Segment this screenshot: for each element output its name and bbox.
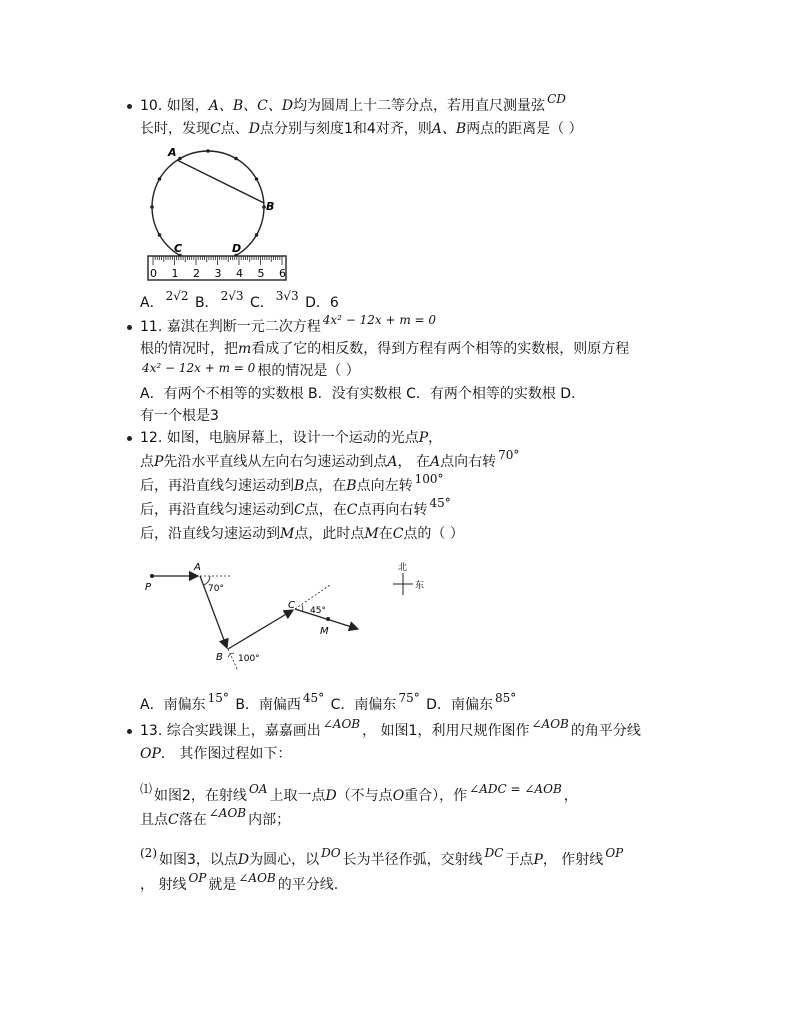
label-b: B (216, 652, 223, 663)
label-c: C (174, 242, 183, 255)
q12-path-figure (140, 555, 440, 675)
q12-options: A．南偏东 15° B．南偏西 45° C．南偏东 75° D．南偏东 85° (140, 691, 517, 713)
point-m (326, 617, 330, 621)
ruler-tick-label: 2 (193, 267, 200, 280)
list-bullet (127, 729, 132, 734)
circle (152, 151, 264, 263)
list-bullet (127, 325, 132, 330)
label-angle-a: 70° (208, 584, 224, 594)
q13-line1: 13. 综合实践课上，嘉嘉画出 ∠AOB ， 如图1，利用尺规作图作 ∠AOB 的角平分线 (140, 717, 641, 739)
q11-line3: 4x² − 12x + m = 0 根的情况是（ ） (142, 361, 360, 379)
division-points (150, 149, 266, 265)
q11-line4: A．有两个不相等的实数根 B．没有实数根 C．有两个相等的实数根 D． (140, 386, 586, 402)
q10-line2: 长时，发现C点、D点分别与刻度1和4对齐，则A、B两点的距离是（ ） (140, 121, 583, 137)
label-east: 东 (415, 581, 425, 591)
q11-line5: 有一个根是3 (140, 408, 219, 424)
list-bullet (127, 104, 132, 109)
q12-line4: 后，再沿直线匀速运动到C点，在C点再向右转 45° (140, 496, 451, 518)
compass-icon (393, 561, 424, 595)
label-d: D (232, 242, 242, 255)
ruler-tick-label: 4 (236, 267, 243, 280)
label-a: A (168, 146, 177, 159)
ruler-tick-label: 1 (171, 267, 179, 280)
q12-line3: 后，再沿直线匀速运动到B点，在B点向左转 100° (140, 472, 444, 494)
label-angle-b: 100° (238, 654, 260, 664)
q10-line1: 10. 如图，A、B、C、D均为圆周上十二等分点，若用直尺测量弦 CD (140, 92, 566, 114)
ruler-tick-label: 5 (257, 267, 265, 280)
q13-step2-line1: (2) 如图3，以点D为圆心，以 DO 长为半径作弧，交射线 DC 于点P， 作射线 OP (140, 846, 624, 868)
q12-line1: 12. 如图，电脑屏幕上，设计一个运动的光点P， (140, 430, 443, 446)
extension-b (228, 649, 238, 671)
label-angle-c: 45° (310, 606, 326, 616)
label-a: A (194, 562, 201, 573)
q13-step1-line1: ⑴ 如图2，在射线 OA 上取一点D（不与点O重合），作 ∠ADC = ∠AOB ， (140, 782, 578, 804)
q11-line1: 11. 嘉淇在判断一元二次方程 4x² − 12x + m = 0 (140, 313, 437, 335)
label-c: C (288, 600, 295, 611)
q12-line2: 点P先沿水平直线从左向右匀速运动到点A， 在A点向右转 70° (140, 448, 520, 470)
label-m: M (320, 626, 329, 637)
q13-step2-line2: ， 射线 OP 就是 ∠AOB 的平分线. (140, 871, 339, 893)
list-bullet (127, 436, 132, 441)
q10-options: A． 2√2 B． 2√3 C． 3√3 D．6 (140, 289, 339, 311)
label-north: 北 (398, 563, 408, 573)
q12-line5: 后，沿直线匀速运动到M点，此时点M在C点的（ ） (140, 526, 464, 542)
label-p: P (145, 582, 152, 593)
angle-arc-b (228, 653, 234, 657)
segment-bc (228, 610, 293, 649)
ruler-tick-label: 0 (150, 267, 157, 280)
q13-line2: OP． 其作图过程如下： (140, 746, 292, 762)
q13-step1-line2: 且点C落在 ∠AOB 内部； (140, 806, 291, 828)
ruler-tick-label: 3 (214, 267, 222, 280)
ruler-tick-label: 6 (279, 267, 286, 280)
chord-ab (177, 160, 264, 203)
q11-line2: 根的情况时，把m看成了它的相反数，得到方程有两个相等的实数根，则原方程 (140, 341, 630, 357)
angle-arc-c (302, 605, 303, 612)
q10-circle-ruler-figure (140, 140, 300, 285)
label-b: B (266, 200, 275, 213)
